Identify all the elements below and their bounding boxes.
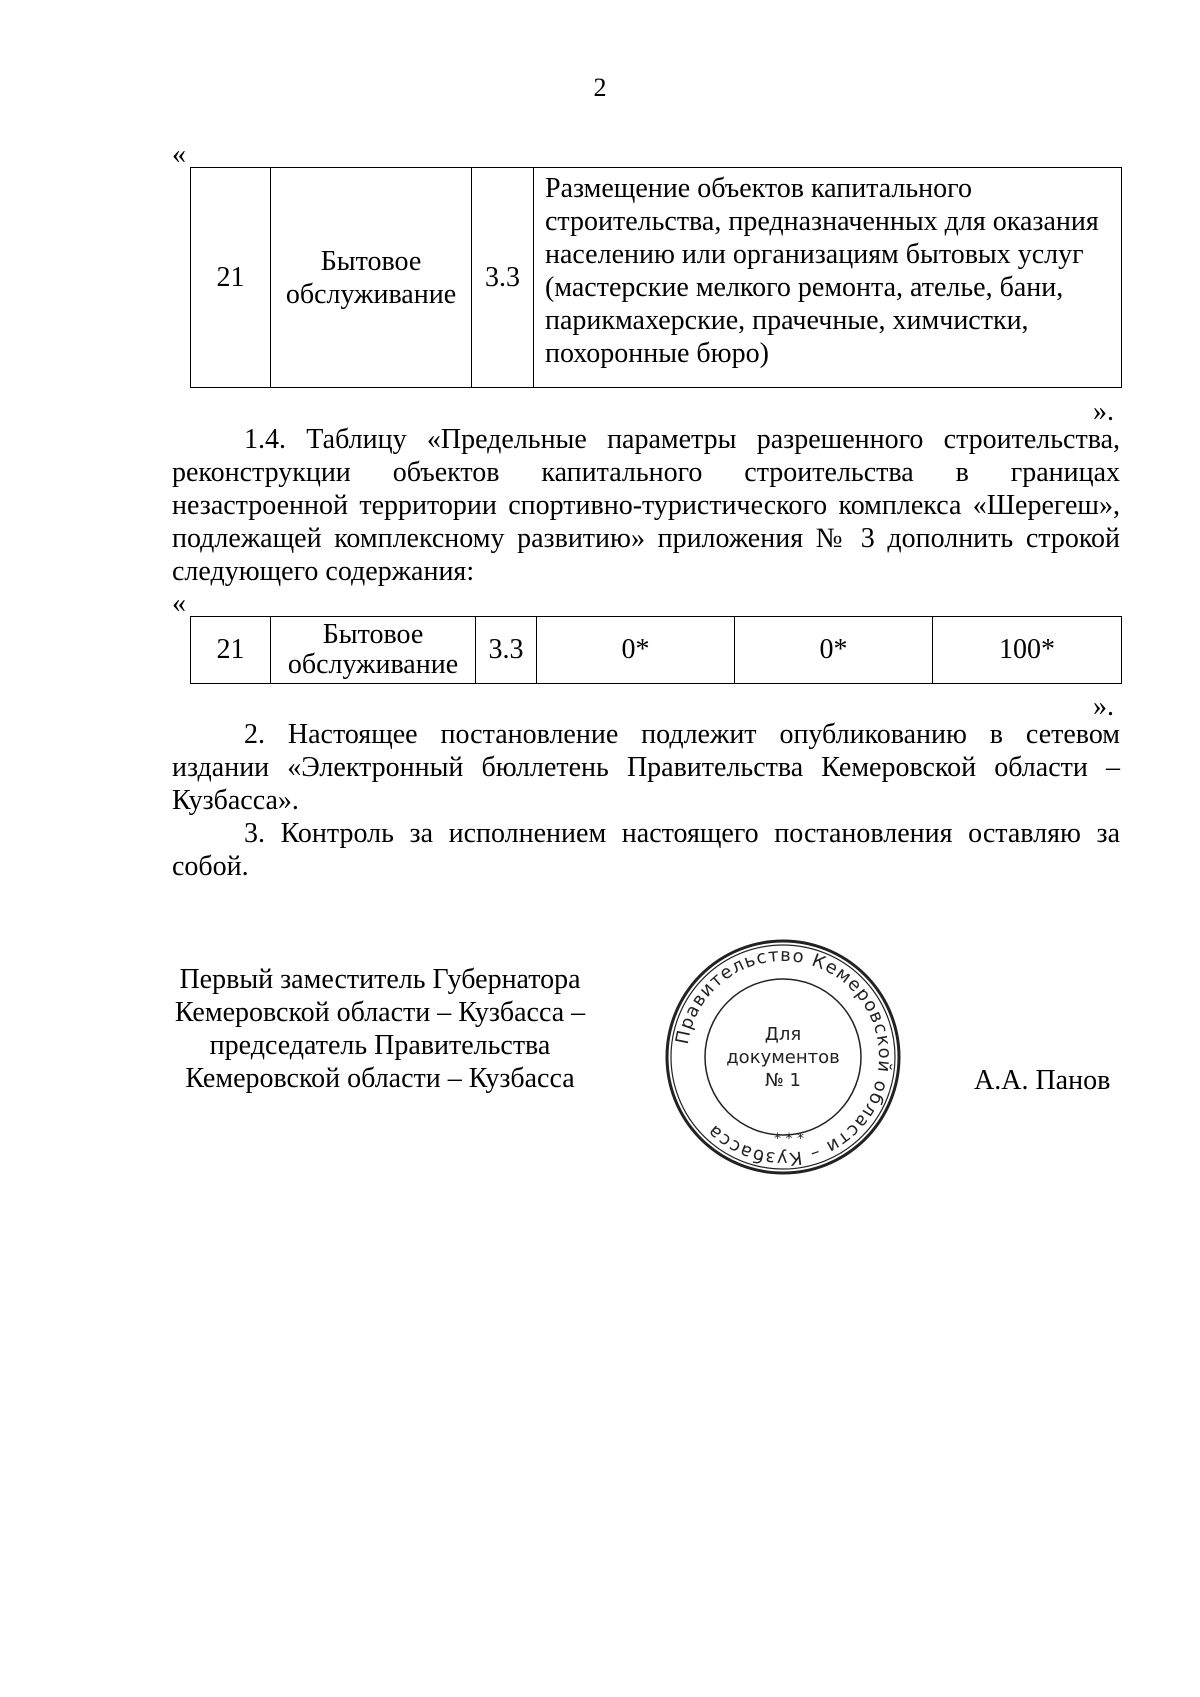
seal-center-line: документов: [726, 1047, 840, 1068]
page-number: 2: [593, 73, 607, 102]
parameter-value-cell: 0*: [537, 617, 735, 684]
seal-center-line: Для: [764, 1024, 802, 1045]
signatory-title: [150, 963, 610, 1095]
land-use-table-row: [190, 167, 1122, 388]
signatory-name: А.А. Панов: [974, 1065, 1111, 1096]
use-type-name-cell: Бытовое обслуживание: [271, 168, 472, 388]
close-quote-mark: ».: [1093, 396, 1114, 427]
seal-ring-text: Правительство Кемеровской области – Кузбасса: [671, 944, 896, 1170]
signatory-title-line: Первый заместитель Губернатора: [179, 964, 581, 995]
table-row: [191, 617, 1122, 684]
close-quote-mark-2: ».: [1093, 691, 1114, 722]
parameter-value-cell: 100*: [933, 617, 1122, 684]
paragraph-1-4: 1.4. Таблицу «Предельные параметры разрешенного строительства, реконструкции объектов капитального строительства в границах незастроенной территории спортивно-туристического комплекса «Шерегеш», подлежащей комплексному развитию» приложения № 3 дополнить строкой следующего содержания:: [172, 424, 1120, 587]
open-quote-mark: «: [172, 139, 186, 170]
table-row: [191, 168, 1122, 388]
use-type-code-cell: 3.3: [476, 617, 537, 684]
signatory-title-line: Кемеровской области – Кузбасса: [185, 1063, 575, 1094]
row-number-cell: 21: [191, 168, 271, 388]
parameter-value-cell: 0*: [735, 617, 933, 684]
parameters-table-row: [190, 616, 1122, 684]
seal-center-line: № 1: [765, 1070, 801, 1091]
use-type-description-cell: Размещение объектов капитального строительства, предназначенных для оказания населению или организациям бытовых услуг (мастерские мелкого ремонта, ателье, бани, парикмахерские, прачечные, химчистки, похоронные бюро): [534, 168, 1122, 388]
open-quote-mark-2: «: [172, 588, 186, 619]
paragraph-2: 2. Настоящее постановление подлежит опубликованию в сетевом издании «Электронный бюллетень Правительства Кемеровской области – Кузбасса».: [172, 719, 1120, 816]
use-type-name-cell: Бытовое обслуживание: [271, 617, 476, 684]
use-type-code-cell: 3.3: [472, 168, 534, 388]
seal-bottom-stars: * * *: [774, 1131, 804, 1147]
signatory-title-line: председатель Правительства: [209, 1030, 551, 1061]
row-number-cell: 21: [191, 617, 271, 684]
paragraph-3: 3. Контроль за исполнением настоящего постановления оставляю за собой.: [172, 818, 1120, 882]
official-seal-stamp: [663, 937, 903, 1177]
signatory-title-line: Кемеровской области – Кузбасса –: [174, 997, 586, 1028]
